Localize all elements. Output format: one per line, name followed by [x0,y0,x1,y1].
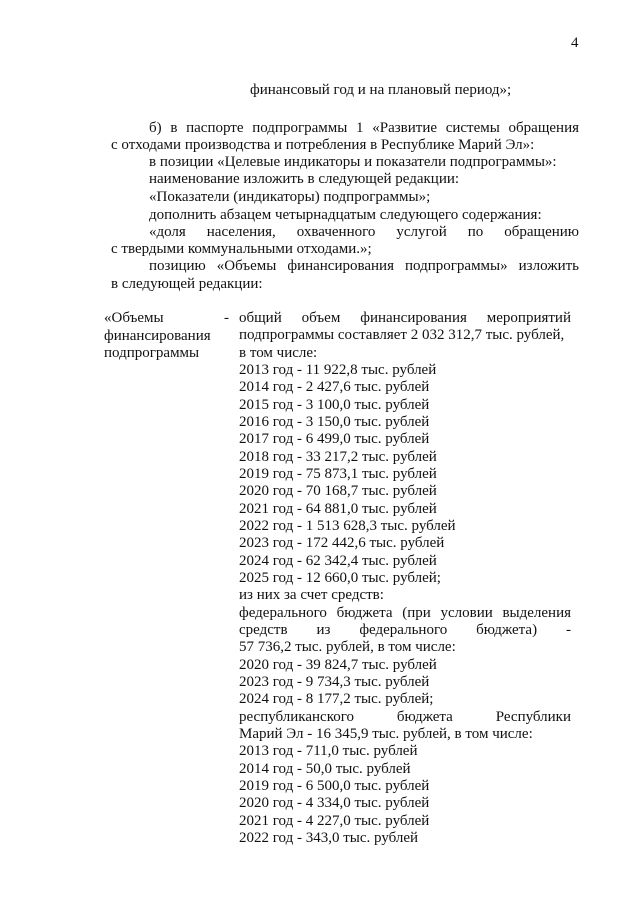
table-value-line: 2013 год - 11 922,8 тыс. рублей [239,362,437,378]
table-value-line: 2022 год - 343,0 тыс. рублей [239,829,419,846]
table-value-line: 2024 год - 8 177,2 тыс. рублей; [239,691,434,708]
table-value-line: в том числе: [239,344,318,361]
table-value-line: 2019 год - 75 873,1 тыс. рублей [239,466,437,482]
table-value-line: 2021 год - 64 881,0 тыс. рублей [239,500,437,517]
table-value-line: федерального бюджета (при условии выделения [239,604,571,621]
table-value-line: 2021 год - 4 227,0 тыс. рублей [239,812,430,829]
paragraph-name-line: наименование изложить в следующей редакции: [149,171,460,187]
table-value-line: 2020 год - 39 824,7 тыс. рублей [239,656,437,673]
table-value-line: республиканского бюджета Республики [239,708,571,725]
table-value-line: 2023 год - 9 734,3 тыс. рублей [239,673,430,690]
table-value-line: 2016 год - 3 150,0 тыс. рублей [239,414,430,430]
table-value-line: 2020 год - 4 334,0 тыс. рублей [239,795,430,812]
table-value-line: 2014 год - 50,0 тыс. рублей [239,760,411,777]
table-value-line: 2022 год - 1 513 628,3 тыс. рублей [239,518,456,534]
table-value-line: 2023 год - 172 442,6 тыс. рублей [239,535,445,552]
table-label-line: финансирования [104,328,211,344]
table-value-line: 57 736,2 тыс. рублей, в том числе: [239,639,456,656]
paragraph-b-line-2: с отходами производства и потребления в Республике Марий Эл»: [111,137,535,153]
table-value-line: подпрограммы составляет 2 032 312,7 тыс. рублей, [239,327,565,344]
table-label-line: подпрограммы [104,345,200,361]
paragraph-position2-line-1: позицию «Объемы финансирования подпрограммы» изложить [149,258,579,274]
page-number: 4 [571,35,579,51]
table-value-line: Марий Эл - 16 345,9 тыс. рублей, в том числе: [239,725,533,742]
table-dash: - [224,310,229,326]
paragraph-add-line: дополнить абзацем четырнадцатым следующего содержания: [149,207,542,223]
paragraph-position2-line-2: в следующей редакции: [111,276,263,292]
table-value-line: 2013 год - 711,0 тыс. рублей [239,743,418,760]
table-value-line: 2017 год - 6 499,0 тыс. рублей [239,431,430,448]
table-value-line: средств из федерального бюджета) - [239,621,571,638]
table-value-line: 2025 год - 12 660,0 тыс. рублей; [239,570,441,586]
paragraph-share-line-1: «доля населения, охваченного услугой по обращению [149,224,579,240]
paragraph-b-line-1: б) в паспорте подпрограммы 1 «Развитие системы обращения [149,120,579,136]
table-value-line: общий объем финансирования мероприятий [239,310,571,326]
table-value-line: 2024 год - 62 342,4 тыс. рублей [239,552,437,569]
paragraph-position-line: в позиции «Целевые индикаторы и показатели подпрограммы»: [149,154,557,170]
table-value-line: 2019 год - 6 500,0 тыс. рублей [239,777,430,794]
table-value-line: 2020 год - 70 168,7 тыс. рублей [239,483,437,500]
paragraph-indicators-line: «Показатели (индикаторы) подпрограммы»; [149,189,431,205]
table-label-line: «Объемы [104,310,164,326]
intro-line: финансовый год и на плановый период»; [250,82,512,98]
table-value-line: 2014 год - 2 427,6 тыс. рублей [239,379,430,396]
table-value-line: из них за счет средств: [239,587,384,604]
paragraph-share-line-2: с твердыми коммунальными отходами.»; [111,241,372,257]
table-value-line: 2018 год - 33 217,2 тыс. рублей [239,448,437,465]
table-value-line: 2015 год - 3 100,0 тыс. рублей [239,396,430,413]
